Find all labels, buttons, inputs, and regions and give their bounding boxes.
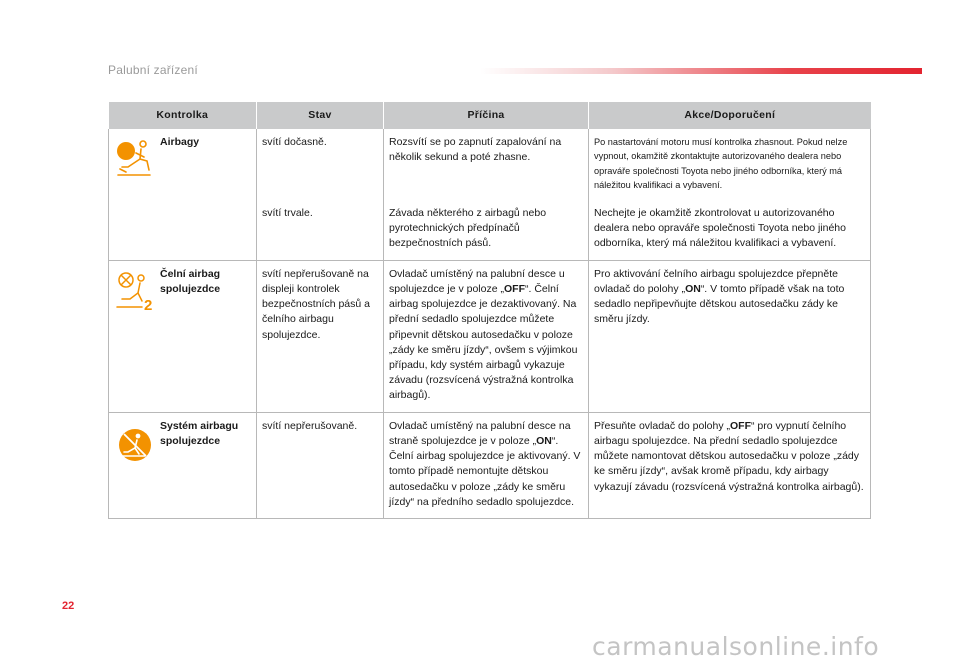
state-cell: svítí trvale. <box>257 200 384 260</box>
cause-text: Ovladač umístěný na palubní desce na straně spolujezdce je v poloze „ <box>389 419 571 447</box>
action-cell: Po nastartování motoru musí kontrolka zhasnout. Pokud nelze vypnout, okamžitě zkontaktujte autorizovaného dealera nebo opraváře společnosti Toyota nebo jiného odborníka, který má náležitou kvalifikaci a vybavení. <box>589 129 871 200</box>
lamp-name: Airbagy <box>160 136 200 148</box>
switch-position-label: OFF <box>503 282 525 295</box>
switch-position-label: OFF <box>730 419 752 432</box>
column-header-stav: Stav <box>257 102 384 129</box>
watermark: carmanualsonline.info <box>592 632 880 661</box>
action-cell <box>589 412 871 518</box>
page-number: 22 <box>62 600 75 612</box>
cause-cell: Rozsvítí se po zapnutí zapalování na několik sekund a poté zhasne. <box>384 129 589 200</box>
cause-text: Ovladač umístěný na palubní desce u spolujezdce je v poloze „ <box>389 267 565 295</box>
passenger-airbag-on-icon <box>114 423 156 465</box>
action-text: Pro aktivování čelního airbagu spolujezdce přepněte ovladač do polohy „ <box>594 267 838 295</box>
switch-position-label: ON <box>685 282 701 295</box>
table-row <box>109 129 871 200</box>
warning-lights-table <box>108 102 871 519</box>
action-cell: Nechejte je okamžitě zkontrolovat u autorizovaného dealera nebo opraváře společnosti Toyota nebo jiného odborníka, který má náležitou kvalifikaci a vybavení. <box>589 200 871 260</box>
lamp-cell <box>109 412 257 518</box>
state-cell: svítí nepřerušovaně. <box>257 412 384 518</box>
action-text: “. V tomto případě však na toto sedadlo nepřipevňujte dětskou autosedačku zády ke směru jízdy. <box>594 282 845 326</box>
lamp-name: Čelní airbag spolujezdce <box>160 267 221 295</box>
table-row <box>109 260 871 412</box>
section-title: Palubní zařízení <box>108 63 198 77</box>
airbag-warning-icon <box>114 139 156 181</box>
state-cell: svítí dočasně. <box>257 129 384 200</box>
action-text: “ pro vypnutí čelního airbagu spolujezdce. Na přední sedadlo spolujezdce můžete namontovat dětskou autosedačku v poloze „zády ke směru jízdy“, avšak kromě případu, kdy airbagy vykazují závadu (rozsvícená výstražná kontrolka airbagů). <box>594 419 864 493</box>
cause-cell: Závada některého z airbagů nebo pyrotechnických předpínačů bezpečnostních pásů. <box>384 200 589 260</box>
action-cell <box>589 260 871 412</box>
column-header-pricina: Příčina <box>384 102 589 129</box>
cause-cell <box>384 260 589 412</box>
cause-text: “. Čelní airbag spolujezdce je aktivovaný. V tomto případě nemontujte dětskou autosedačku v poloze „zády ke směru jízdy“ na předního sedadlo spolujezdce. <box>389 434 581 508</box>
action-text: Přesuňte ovladač do polohy „ <box>594 419 731 432</box>
table-row <box>109 412 871 518</box>
lamp-name: Systém airbagu spolujezdce <box>160 419 239 447</box>
cause-text: “. Čelní airbag spolujezdce je dezaktivovaný. Na přední sedadlo spolujezdce můžete připevnit dětskou autosedačku v poloze „zády ke směru jízdy“, ovšem s výjimkou případu, kdy systém airbagů vykazuje závadu (rozsvícená výstražná kontrolka airbagů). <box>389 282 578 402</box>
cause-cell <box>384 412 589 518</box>
passenger-airbag-off-icon <box>114 271 156 313</box>
table-header-row <box>109 102 871 129</box>
column-header-akce: Akce/Doporučení <box>589 102 871 129</box>
lamp-cell <box>109 260 257 412</box>
switch-position-label: ON <box>536 434 552 447</box>
svg-text:2: 2 <box>144 296 153 313</box>
lamp-cell <box>109 129 257 260</box>
column-header-kontrolka: Kontrolka <box>109 102 257 129</box>
state-cell: svítí nepřerušovaně na displeji kontrolek bezpečnostních pásů a čelního airbagu spolujezdce. <box>257 260 384 412</box>
header-accent-bar <box>480 68 922 74</box>
